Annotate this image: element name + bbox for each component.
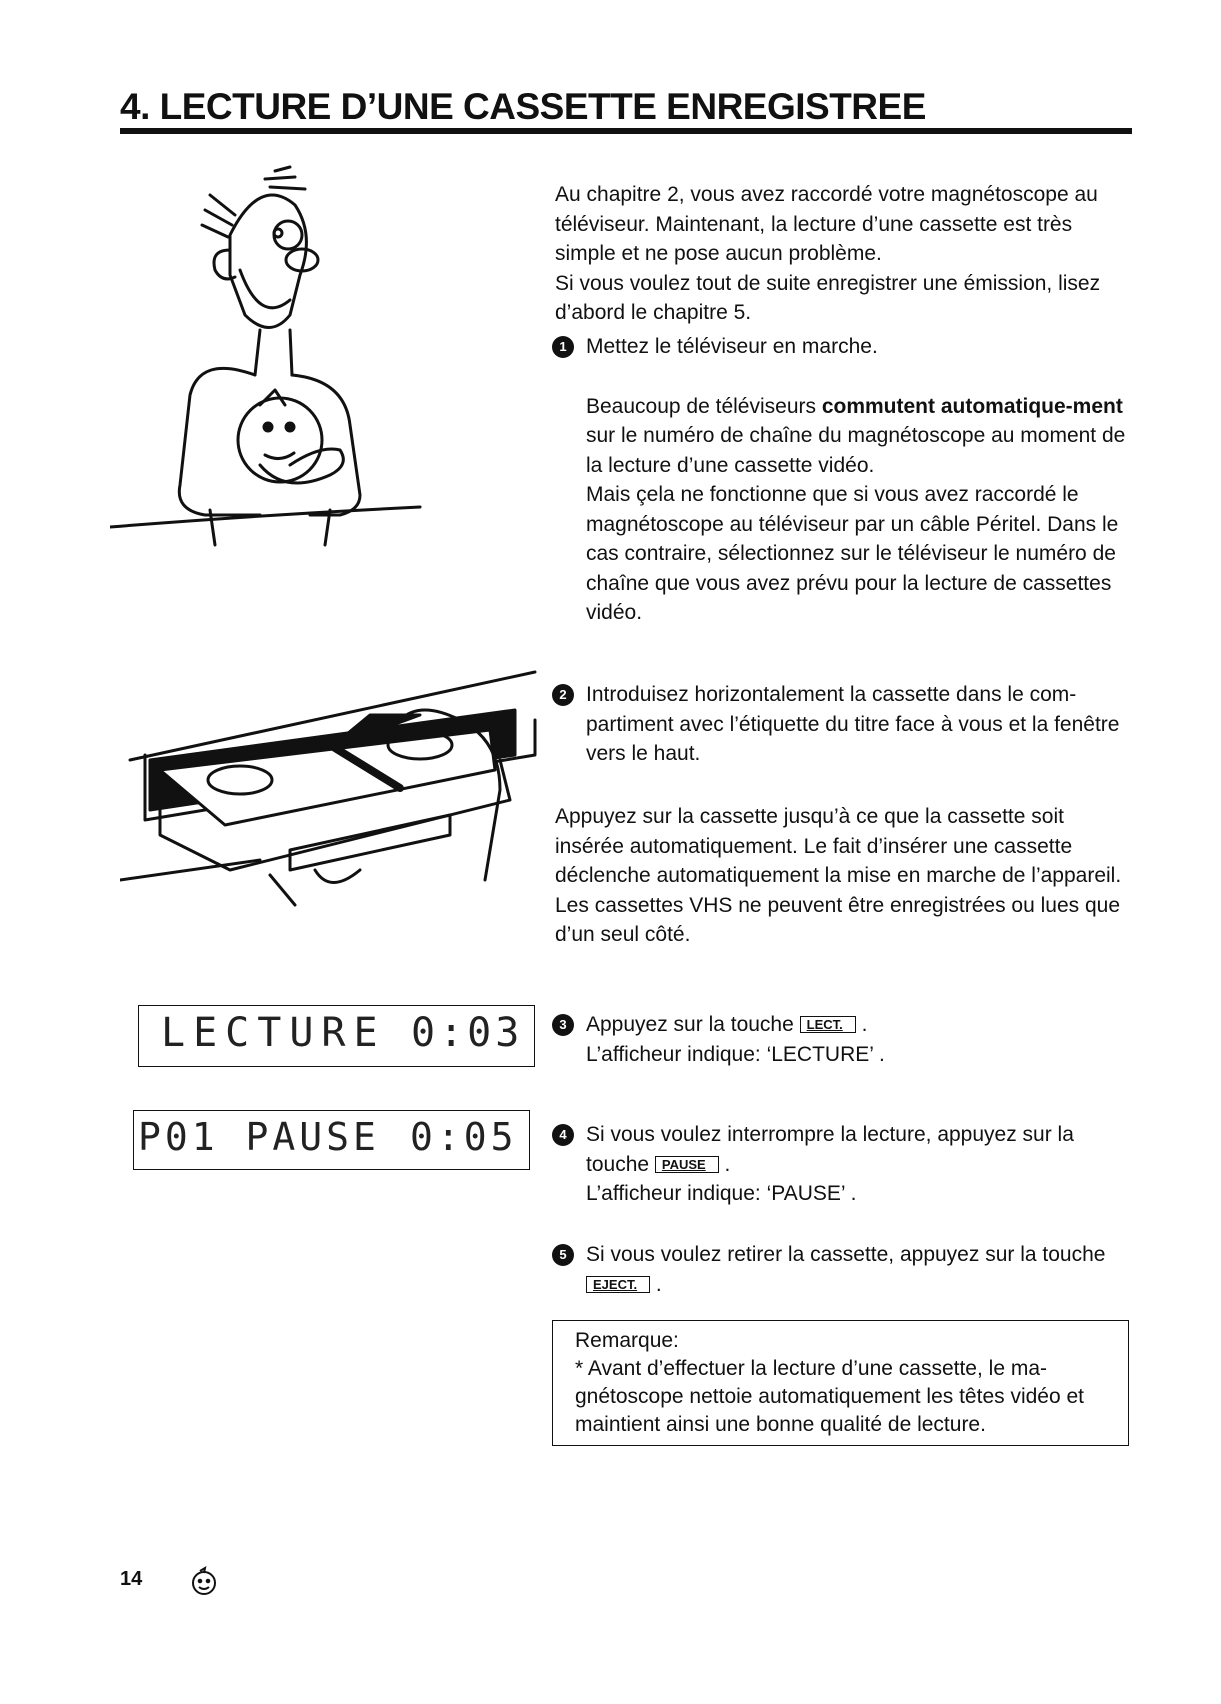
step-number-5: 5	[552, 1244, 574, 1266]
step-1-detail2: Mais çela ne fonctionne que si vous avez raccordé le magnétoscope au téléviseur par un câble Péritel. Dans le cas contraire, sélectionnez sur le téléviseur le numéro de chaîne que vous avez prévu pour la lecture de cassettes vidéo.	[586, 483, 1119, 624]
step-1-detail	[586, 392, 1137, 481]
remark-heading: Remarque:	[575, 1329, 679, 1352]
title-underline	[120, 128, 1132, 134]
step-5-text-post: .	[650, 1272, 662, 1296]
step-5-text-pre: Si vous voulez retirer la cassette, appuyez sur la touche	[586, 1243, 1106, 1266]
step-2	[552, 680, 1137, 769]
lcd-display-pause	[133, 1110, 530, 1170]
pause-key: PAUSE	[655, 1156, 719, 1173]
page-number: 14	[120, 1568, 143, 1590]
insert-note	[555, 802, 1135, 950]
step-1-detail-bold: commutent automatique-ment	[821, 394, 1123, 418]
step-4-text-post: .	[718, 1152, 731, 1176]
lcd-pause-time: 0:05	[410, 1115, 518, 1159]
step-3-text	[586, 1010, 1137, 1040]
lcd-lecture-label: LECTURE	[161, 1010, 386, 1056]
step-number-3: 3	[552, 1014, 574, 1036]
step-2-text: Introduisez horizontalement la cassette dans le com-partiment avec l’étiquette du titre face à vous et la fenêtre vers le haut.	[586, 683, 1120, 765]
step-4-display: L’afficheur indique: ‘PAUSE’ .	[586, 1182, 857, 1205]
step-1	[552, 332, 1137, 628]
step-3-text-pre: Appuyez sur la touche	[586, 1013, 800, 1036]
lcd-pause-label: P01 PAUSE	[138, 1115, 380, 1159]
smiley-logo-icon	[188, 1566, 220, 1598]
step-5	[552, 1240, 1137, 1299]
intro-line2: Si vous voulez tout de suite enregistrer une émission, lisez d’abord le chapitre 5.	[555, 271, 1101, 324]
step-5-text	[586, 1240, 1137, 1299]
step-number-2: 2	[552, 684, 574, 706]
step-1-detail-pre: Beaucoup de téléviseurs	[586, 394, 822, 418]
insert-note-line1: Appuyez sur la cassette jusqu’à ce que la cassette soit insérée automatiquement. Le fait d’insérer une cassette déclenche automatiquement la mise en marche de l’appareil.	[555, 805, 1122, 887]
lcd-display-lecture	[138, 1005, 535, 1067]
intro-line1: Au chapitre 2, vous avez raccordé votre magnétoscope au téléviseur. Maintenant, la lecture d’une cassette est très simple et ne pose aucun problème.	[555, 183, 1098, 265]
page-title: 4. LECTURE D’UNE CASSETTE ENREGISTREE	[120, 86, 926, 127]
step-number-4: 4	[552, 1124, 574, 1146]
step-4-text	[586, 1120, 1137, 1179]
step-number-1: 1	[552, 336, 574, 358]
vcr-cassette-insert-illustration	[120, 660, 540, 930]
insert-note-line2: Les cassettes VHS ne peuvent être enregistrées ou lues que d’un seul côté.	[555, 893, 1121, 946]
intro-text	[555, 180, 1135, 328]
step-1-detail-post: sur le numéro de chaîne du magnétoscope au moment de la lecture d’une cassette vidéo.	[586, 424, 1126, 477]
step-1-text: Mettez le téléviseur en marche.	[586, 335, 878, 358]
step-3-display: L’afficheur indique: ‘LECTURE’ .	[586, 1042, 885, 1066]
step-3-text-post: .	[855, 1013, 868, 1036]
lect-key: LECT.	[800, 1016, 856, 1033]
step-3	[552, 1010, 1137, 1069]
remark-text: * Avant d’effectuer la lecture d’une cassette, le ma-gnétoscope nettoie automatiquement les têtes vidéo et maintient ainsi une bonne qualité de lecture.	[575, 1357, 1085, 1436]
cartoon-man-illustration	[110, 165, 470, 585]
remark-box	[552, 1320, 1129, 1446]
step-4-text-pre: Si vous voulez interrompre la lecture, appuyez sur la touche	[586, 1123, 1074, 1176]
lcd-lecture-time: 0:03	[411, 1010, 524, 1056]
eject-key: EJECT.	[586, 1276, 650, 1293]
step-4	[552, 1120, 1137, 1209]
